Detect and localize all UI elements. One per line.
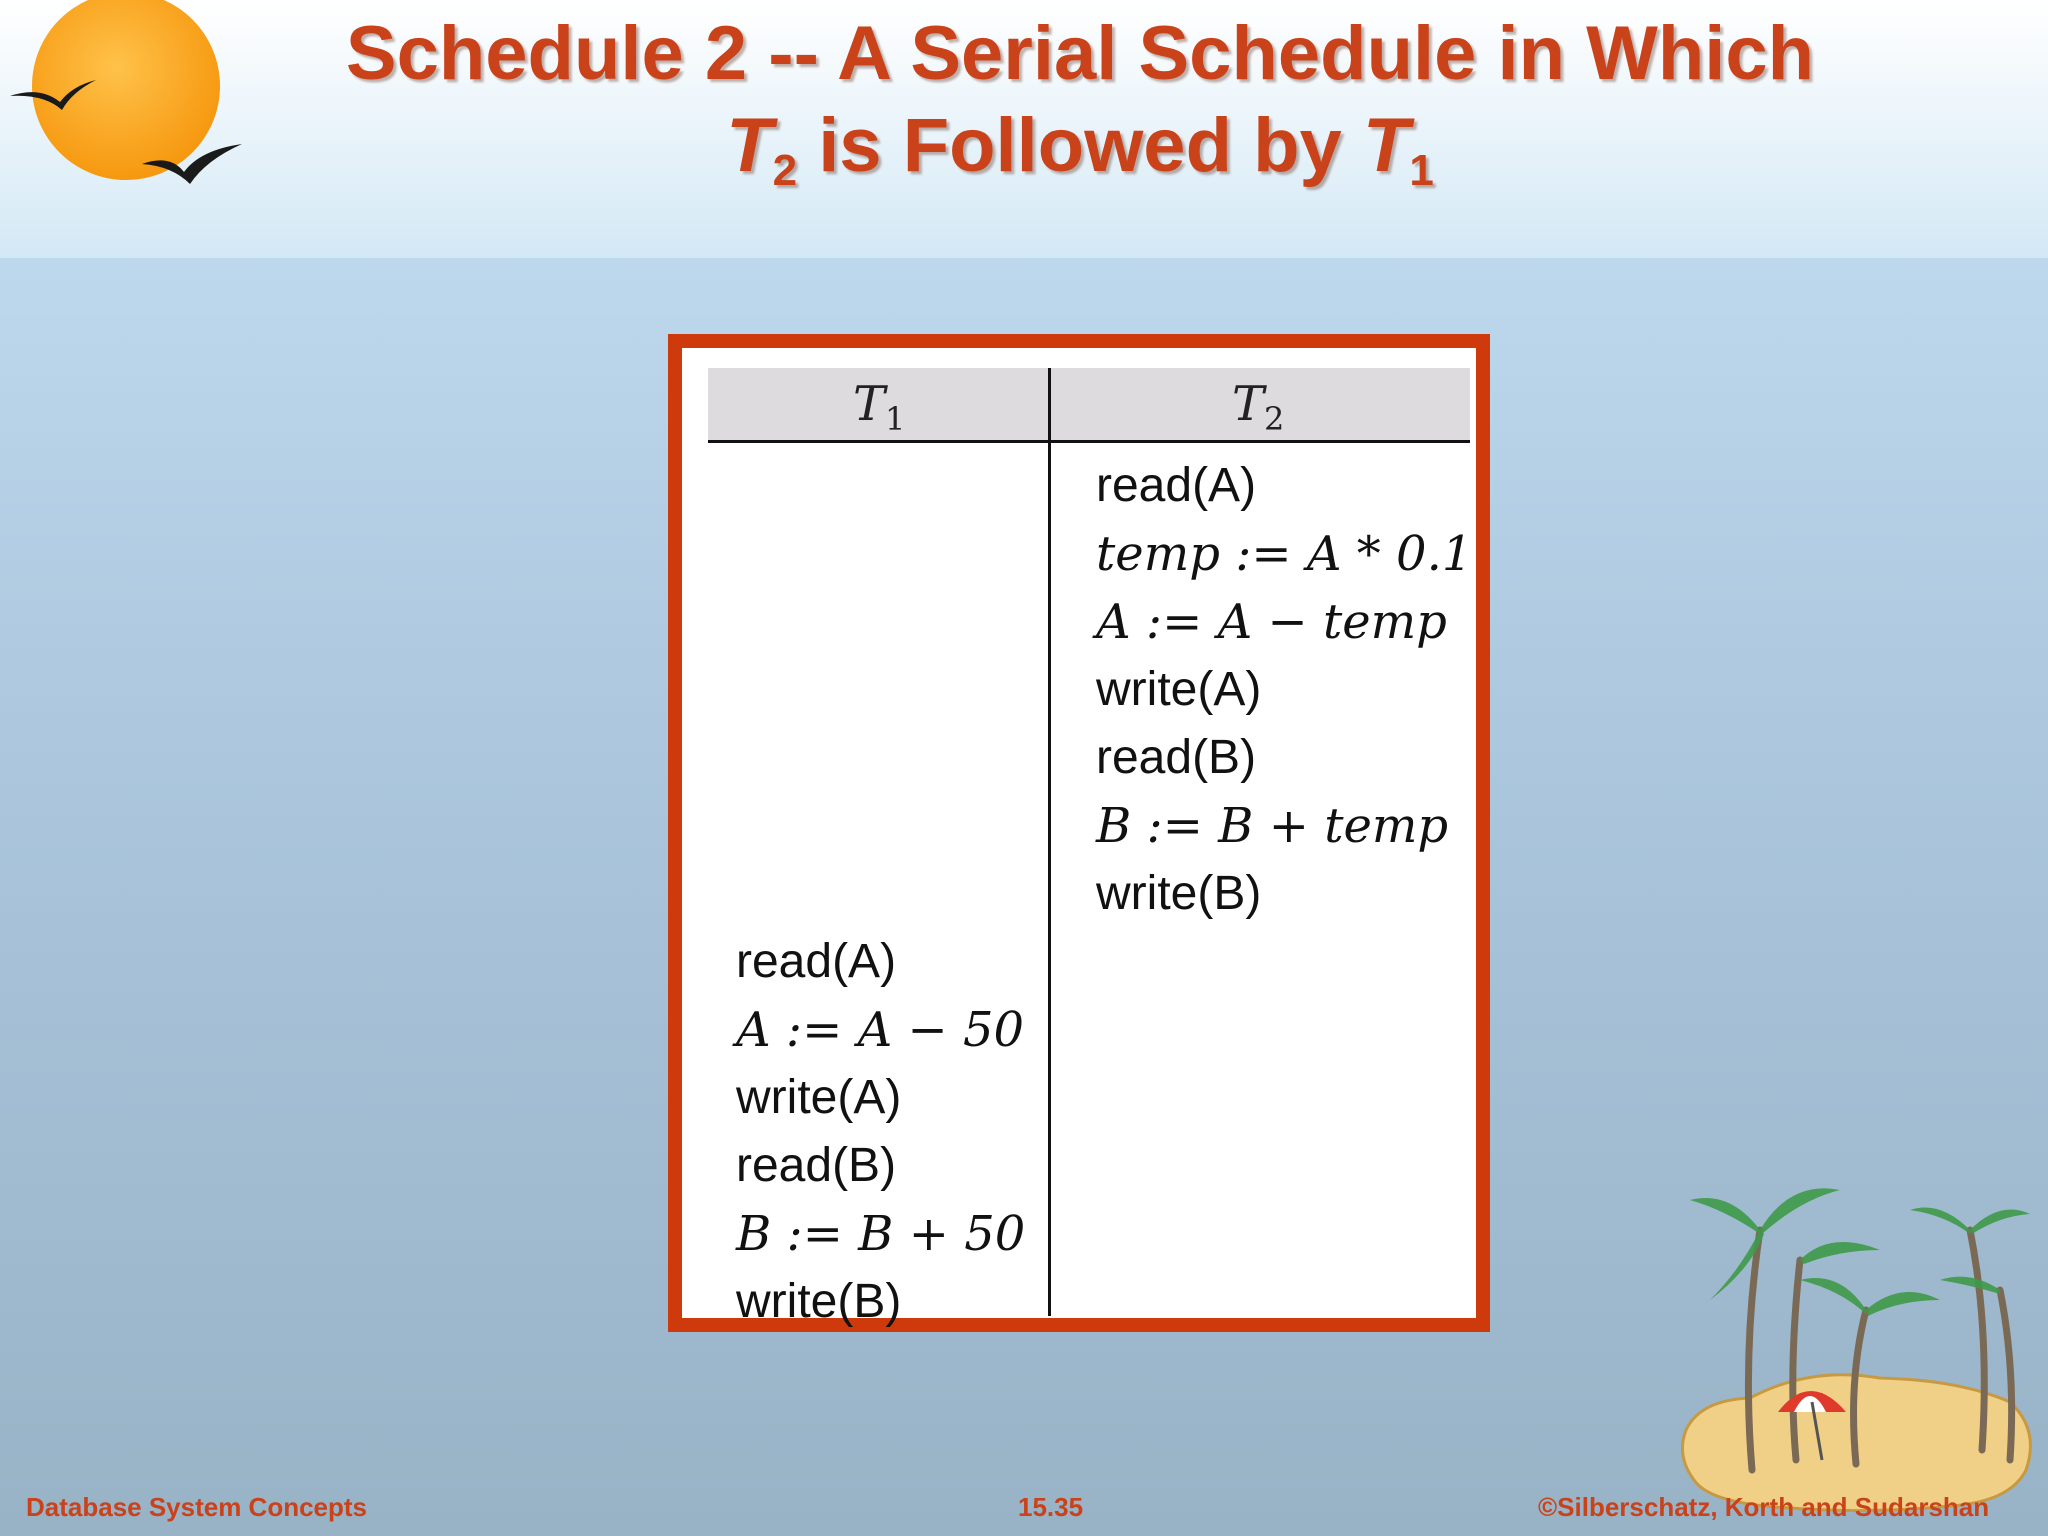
title-t-left: T <box>726 103 773 188</box>
t2-op-write-a: write(A) <box>1096 663 1262 716</box>
t1-op-b-plus-50: B := B + 50 <box>736 1206 1026 1262</box>
t1-op-read-a: read(A) <box>736 935 897 988</box>
t2-op-a-minus-temp: A := A − temp <box>1096 594 1447 650</box>
footer-copyright: ©Silberschatz, Korth and Sudarshan <box>1538 1492 1990 1522</box>
sun-with-birds-icon <box>0 0 250 190</box>
t2-op-write-b: write(B) <box>1096 867 1262 920</box>
slide-title <box>230 8 1930 195</box>
column-divider <box>1048 368 1051 1316</box>
column-header-t1-letter: T <box>853 376 886 432</box>
t2-op-read-b: read(B) <box>1096 731 1257 784</box>
title-sub-right: 1 <box>1409 146 1434 195</box>
title-sub-left: 2 <box>772 146 798 195</box>
title-mid: is Followed by <box>797 103 1363 188</box>
schedule-table <box>708 368 1473 1328</box>
title-t-right: T <box>1362 103 1410 188</box>
title-line-1: Schedule 2 -- A Serial Schedule in Which <box>345 11 1815 96</box>
column-header-t2-sub: 2 <box>1264 400 1285 438</box>
column-header-t1 <box>853 376 906 438</box>
palm-island-icon <box>1670 1130 2040 1530</box>
t2-op-b-plus-temp: B := B + temp <box>1096 798 1449 854</box>
t2-op-temp: temp := A * 0.1 <box>1096 526 1473 582</box>
column-header-t2 <box>1232 376 1285 438</box>
t1-op-a-minus-50: A := A − 50 <box>736 1002 1025 1058</box>
footer-book-title: Database System Concepts <box>26 1492 368 1522</box>
title-line-2 <box>230 100 1930 195</box>
table-header <box>708 368 1470 443</box>
t1-op-write-a: write(A) <box>736 1071 902 1124</box>
t2-op-read-a: read(A) <box>1096 459 1257 512</box>
t1-op-write-b: write(B) <box>736 1275 902 1328</box>
column-header-t2-letter: T <box>1232 376 1265 432</box>
schedule-frame <box>668 334 1490 1332</box>
t1-op-read-b: read(B) <box>736 1139 897 1192</box>
footer-page-number: 15.35 <box>1018 1492 1084 1522</box>
column-header-t1-sub: 1 <box>885 400 906 438</box>
